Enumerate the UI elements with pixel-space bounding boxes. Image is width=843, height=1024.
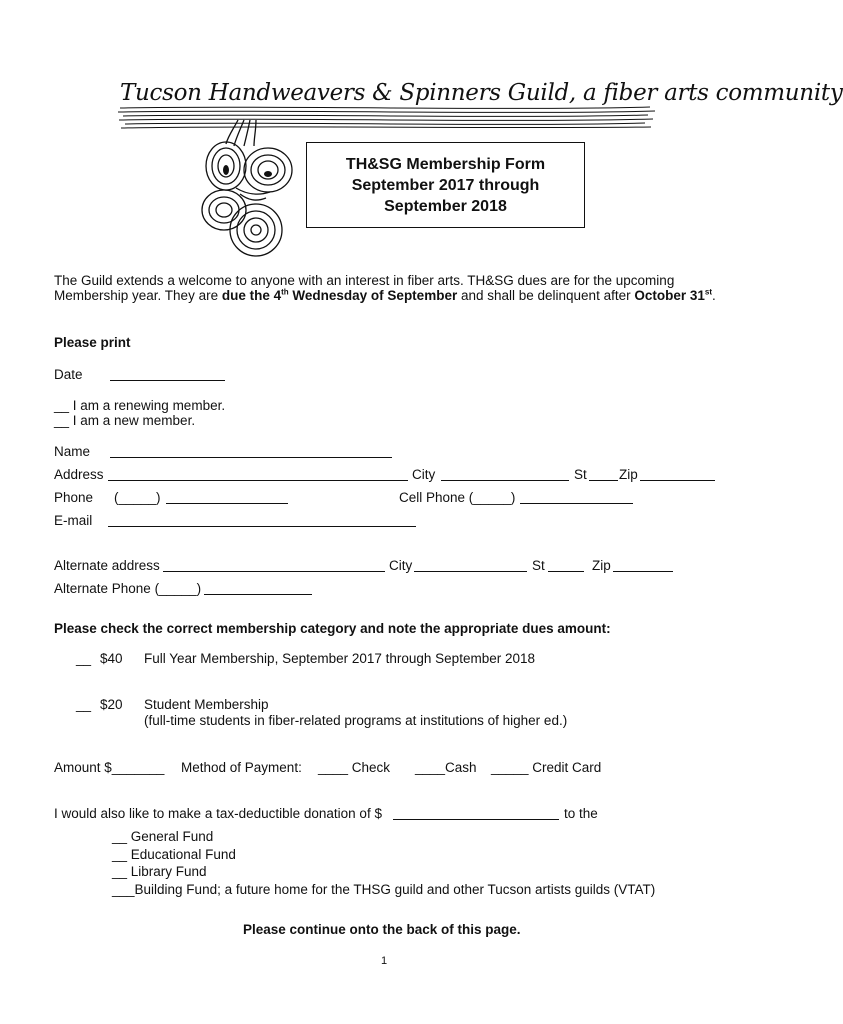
student-description: Student Membership <box>144 697 269 712</box>
alt-city-field[interactable] <box>414 571 527 572</box>
state-field[interactable] <box>589 480 618 481</box>
form-title-line3: September 2018 <box>384 197 507 215</box>
alt-city-label: City <box>389 558 413 573</box>
payment-method-label: Method of Payment: <box>181 760 302 775</box>
intro-paragraph: The Guild extends a welcome to anyone with an interest in fiber arts. TH&SG dues are for the upcoming Membership year. They are due the 4th Wednesday of September and shall be delinquent after October 31st. <box>54 273 716 303</box>
credit-card-option[interactable]: _____ Credit Card <box>491 760 602 775</box>
full-year-checkbox[interactable]: __ <box>76 651 92 666</box>
city-field[interactable] <box>441 480 569 481</box>
address-label: Address <box>54 467 104 482</box>
alt-phone-label[interactable]: Alternate Phone (_____) <box>54 581 202 596</box>
alt-zip-field[interactable] <box>613 571 673 572</box>
state-label: St <box>574 467 587 482</box>
page-number: 1 <box>381 955 388 967</box>
phone-label: Phone <box>54 490 94 505</box>
alt-state-label: St <box>532 558 545 573</box>
city-label: City <box>412 467 436 482</box>
donation-text-end: to the <box>564 806 598 821</box>
renewing-member-option[interactable]: __ I am a renewing member. <box>54 398 226 413</box>
alt-address-field[interactable] <box>163 571 385 572</box>
check-option[interactable]: ____ Check <box>318 760 391 775</box>
zip-label: Zip <box>619 467 638 482</box>
alt-address-label: Alternate address <box>54 558 160 573</box>
form-title-line2: September 2017 through <box>351 176 540 194</box>
name-field[interactable] <box>110 457 392 458</box>
library-fund-option[interactable]: __ Library Fund <box>112 864 207 879</box>
date-field[interactable] <box>110 380 225 381</box>
student-note: (full-time students in fiber-related programs at institutions of higher ed.) <box>144 713 568 728</box>
donation-text: I would also like to make a tax-deductible donation of $ <box>54 806 382 821</box>
email-label: E-mail <box>54 513 93 528</box>
continue-note: Please continue onto the back of this page. <box>243 922 521 937</box>
yarn-skein-icon <box>196 118 300 264</box>
student-amount: $20 <box>100 697 123 712</box>
phone-field[interactable] <box>166 503 288 504</box>
donation-amount-field[interactable] <box>393 819 559 820</box>
cash-option[interactable]: ____Cash <box>415 760 477 775</box>
new-member-option[interactable]: __ I am a new member. <box>54 413 196 428</box>
general-fund-option[interactable]: __ General Fund <box>112 829 214 844</box>
please-print-label: Please print <box>54 335 131 350</box>
full-year-amount: $40 <box>100 651 123 666</box>
phone-area-code[interactable]: (_____) <box>114 490 161 505</box>
educational-fund-option[interactable]: __ Educational Fund <box>112 847 236 862</box>
form-title-box <box>306 142 585 228</box>
address-field[interactable] <box>108 480 408 481</box>
full-year-description: Full Year Membership, September 2017 through September 2018 <box>144 651 535 666</box>
alt-state-field[interactable] <box>548 571 584 572</box>
building-fund-option[interactable]: ___Building Fund; a future home for the THSG guild and other Tucson artists guilds (VTAT) <box>112 882 656 897</box>
form-title-line1: TH&SG Membership Form <box>345 155 546 173</box>
student-checkbox[interactable]: __ <box>76 697 92 712</box>
date-label: Date <box>54 367 83 382</box>
cell-phone-label[interactable]: Cell Phone (_____) <box>399 490 516 505</box>
alt-phone-field[interactable] <box>204 594 312 595</box>
name-label: Name <box>54 444 91 459</box>
guild-banner-logo: Tucson Handweavers & Spinners Guild, a fiber arts community <box>120 80 843 106</box>
amount-field[interactable]: Amount $_______ <box>54 760 165 775</box>
email-field[interactable] <box>108 526 416 527</box>
cell-phone-field[interactable] <box>520 503 633 504</box>
alt-zip-label: Zip <box>592 558 611 573</box>
zip-field[interactable] <box>640 480 715 481</box>
membership-category-heading: Please check the correct membership category and note the appropriate dues amount: <box>54 621 611 636</box>
